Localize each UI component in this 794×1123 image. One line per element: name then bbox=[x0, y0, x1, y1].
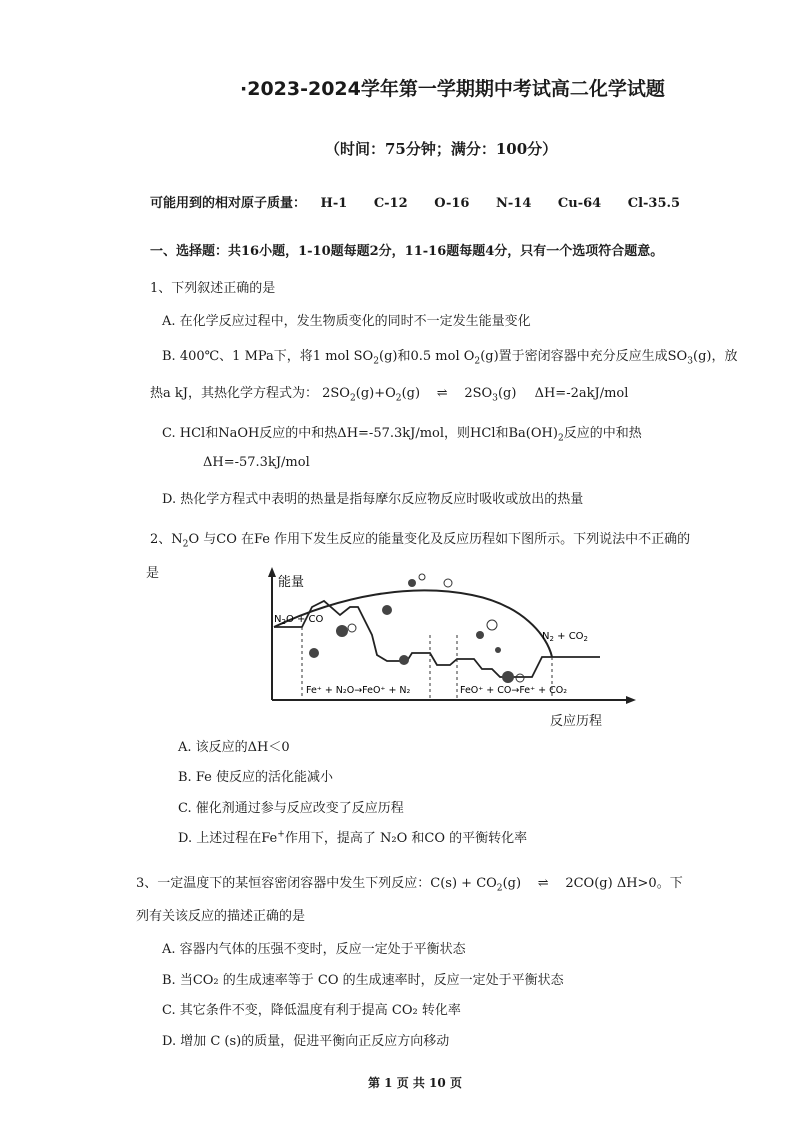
text-segment: 2SO bbox=[464, 386, 493, 401]
text-segment: C. HCl和NaOH反应的中和热ΔH=-57.3kJ/mol，则HCl和Ba(OH) bbox=[162, 426, 558, 441]
atomic-mass-item: O-16 bbox=[434, 196, 470, 211]
text-segment: O 与CO 在Fe 作用下发生反应的能量变化及反应历程如下图所示。下列说法中不正确的 bbox=[188, 532, 691, 547]
molecule-icon bbox=[444, 579, 452, 587]
question-1-stem: 1、下列叙述正确的是 bbox=[150, 281, 276, 296]
molecule-icon bbox=[336, 625, 348, 637]
page-number: 第 1 页 共 10 页 bbox=[368, 1076, 462, 1090]
question-1-option-a: A. 在化学反应过程中，发生物质变化的同时不一定发生能量变化 bbox=[162, 314, 531, 329]
molecule-icon bbox=[408, 579, 416, 587]
text-segment: 2CO(g) ΔH>0。下 bbox=[565, 876, 683, 891]
question-2-stem: 2、$N_2O$ 与CO 在Fe 作用下发生反应的能量变化及反应历程如下图所示。下列说法中不正确的 bbox=[150, 532, 691, 550]
text-segment: 作用下，提高了 N₂O 和CO 的平衡转化率 bbox=[284, 831, 528, 846]
energy-profile-diagram bbox=[262, 565, 642, 730]
text-segment: ΔH=-2akJ/mol bbox=[534, 386, 629, 401]
text-segment: 反应的中和热 bbox=[563, 426, 642, 441]
text-segment: (g) bbox=[401, 386, 421, 401]
atomic-mass-item: N-14 bbox=[496, 196, 532, 211]
atomic-mass-item: Cu-64 bbox=[557, 196, 602, 211]
x-axis-arrow-icon bbox=[626, 696, 636, 704]
reactants-label: $N_2O$ + CO bbox=[274, 614, 324, 626]
step-1-label: Fe⁺ + N₂O→FeO⁺ + N₂ bbox=[306, 685, 411, 696]
text-segment: 2、N bbox=[150, 532, 183, 547]
text-segment: + bbox=[277, 829, 285, 840]
page-title: ·2023-2024学年第一学期期中考试高二化学试题 bbox=[240, 78, 665, 100]
text-segment: (g)+O bbox=[355, 386, 396, 401]
x-axis-label: 反应历程 bbox=[550, 714, 603, 729]
question-3-option-d: D. 增加 C (s)的质量，促进平衡向正反应方向移动 bbox=[162, 1034, 450, 1049]
question-1-option-b-line1: B. 400℃、1 MPa下，将1 mol $SO_2(g)$和0.5 mol $O_2(g)$置于密闭容器中充分反应生成$SO_3(g)$，放 bbox=[162, 349, 738, 367]
molecule-icon bbox=[309, 648, 319, 658]
question-1-option-c-line1: C. HCl和NaOH反应的中和热ΔH=-57.3kJ/mol，则HCl和$Ba(OH)_2$反应的中和热 bbox=[162, 426, 642, 444]
question-1-option-d: D. 热化学方程式中表明的热量是指每摩尔反应物反应时吸收或放出的热量 bbox=[162, 492, 584, 507]
molecule-icon bbox=[348, 624, 356, 632]
atomic-mass-item: Cl-35.5 bbox=[627, 196, 681, 211]
molecule-icon bbox=[502, 671, 514, 683]
question-2-option-a: A. 该反应的ΔH＜0 bbox=[178, 740, 290, 755]
question-1-option-c-line2: ΔH=-57.3kJ/mol bbox=[203, 455, 310, 470]
question-3-stem-line2: 列有关该反应的描述正确的是 bbox=[136, 909, 306, 924]
exam-info: （时间：75分钟；满分：100分） bbox=[325, 140, 558, 158]
y-axis-arrow-icon bbox=[268, 567, 276, 577]
text-segment: B. 400℃、1 MPa下，将1 mol SO bbox=[162, 349, 374, 364]
text-segment: (g)置于密闭容器中充分反应生成SO bbox=[480, 349, 688, 364]
text-segment: (g) bbox=[502, 876, 522, 891]
molecule-icon bbox=[419, 574, 425, 580]
y-axis-label: 能量 bbox=[278, 575, 305, 590]
text-segment: (g)，放 bbox=[693, 349, 738, 364]
question-2-stem-line2: 是 bbox=[146, 566, 160, 581]
molecule-icon bbox=[487, 620, 497, 630]
equilibrium-arrow-icon: ⇌ bbox=[436, 386, 448, 401]
molecule-icon bbox=[476, 631, 484, 639]
text-segment: 3、一定温度下的某恒容密闭容器中发生下列反应：C(s) + CO bbox=[136, 876, 497, 891]
question-3-option-a: A. 容器内气体的压强不变时，反应一定处于平衡状态 bbox=[162, 942, 466, 957]
question-3-stem: 3、一定温度下的某恒容密闭容器中发生下列反应：$C(s) + CO_2(g)$ ⇌ 2CO(g) ΔH>0。下 bbox=[136, 876, 683, 894]
text-segment: D. 上述过程在Fe bbox=[178, 831, 278, 846]
question-3-option-c: C. 其它条件不变，降低温度有利于提高 CO₂ 转化率 bbox=[162, 1003, 461, 1018]
question-2-option-d bbox=[178, 827, 527, 846]
products-label: $N_2 + CO_2$ bbox=[542, 631, 589, 643]
section-heading: 一、选择题：共16小题，1-10题每题2分，11-16题每题4分，只有一个选项符合题意。 bbox=[150, 244, 664, 259]
atomic-mass-item: C-12 bbox=[373, 196, 408, 211]
text-segment: (g)和0.5 mol O bbox=[379, 349, 475, 364]
equilibrium-arrow-icon: ⇌ bbox=[537, 876, 549, 891]
molecule-icon bbox=[516, 674, 524, 682]
atomic-masses-label: 可能用到的相对原子质量： bbox=[150, 196, 307, 211]
text-segment: (g) bbox=[497, 386, 517, 401]
molecule-icon bbox=[399, 655, 409, 665]
step-2-label: FeO⁺ + CO→Fe⁺ + CO₂ bbox=[460, 685, 568, 696]
atomic-masses bbox=[150, 192, 702, 211]
question-1-option-b-line2: 热a kJ，其热化学方程式为： $2SO_2(g)+O_2(g)$ ⇌ $2SO_3(g)$ ΔH=-2akJ/mol bbox=[150, 386, 629, 404]
molecule-icon bbox=[495, 647, 501, 653]
question-2-option-b: B. Fe 使反应的活化能减小 bbox=[178, 770, 333, 785]
atomic-mass-item: H-1 bbox=[320, 196, 348, 211]
question-3-option-b: B. 当CO₂ 的生成速率等于 CO 的生成速率时，反应一定处于平衡状态 bbox=[162, 973, 564, 988]
text-segment: 热a kJ，其热化学方程式为： bbox=[150, 386, 318, 401]
text-segment: 2SO bbox=[322, 386, 350, 401]
molecule-icon bbox=[382, 605, 392, 615]
question-2-option-c: C. 催化剂通过参与反应改变了反应历程 bbox=[178, 801, 404, 816]
